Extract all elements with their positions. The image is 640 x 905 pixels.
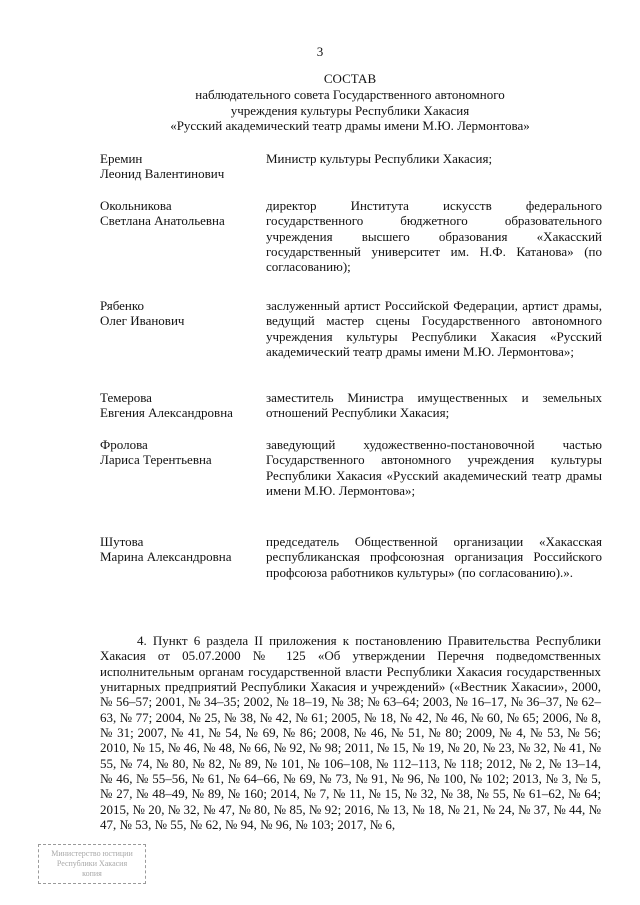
member-given-names: Лариса Терентьевна bbox=[100, 452, 212, 468]
member-given-names: Евгения Александровна bbox=[100, 405, 233, 421]
member-role: председатель Общественной организации «Хакасская республиканская профсоюзная организация Российского профсоюза работников культуры» (по согласованию).». bbox=[266, 534, 602, 580]
member-given-names: Светлана Анатольевна bbox=[100, 213, 225, 229]
header-line-1: наблюдательного совета Государственного автономного bbox=[195, 86, 505, 102]
member-name bbox=[100, 390, 260, 421]
member-surname: Еремин bbox=[100, 151, 143, 166]
member-given-names: Олег Иванович bbox=[100, 313, 185, 329]
member-surname: Темерова bbox=[100, 390, 152, 405]
member-surname: Фролова bbox=[100, 437, 148, 452]
member-role: Министр культуры Республики Хакасия; bbox=[266, 151, 493, 166]
member-name bbox=[100, 534, 260, 565]
stamp-line-3: копия bbox=[82, 869, 102, 878]
member-name bbox=[100, 151, 260, 182]
member-name bbox=[100, 198, 260, 229]
paragraph-4: 4. Пункт 6 раздела II приложения к постановлению Правительства Республики Хакасия от 05.07.2000 № 125 «Об утверждении Перечня подведомственных исполнительным органам государственной власти Республики Хакасия государственных унитарных предприятий Республики Хакасия и учреждений» («Вестник Хакасии», 2000, № 56–57; 2001, № 34–35; 2002, № 18–19, № 38; № 63–64; 2003, № 16–17, № 36–37, № 62–63, № 77; 2004, № 25, № 38, № 42, № 61; 2005, № 18, № 42, № 46, № 60, № 65; 2006, № 8, № 31; 2007, № 41, № 54, № 69, № 86; 2008, № 46, № 51, № 80; 2009, № 4, № 53, № 56; 2010, № 15, № 46, № 48, № 66, № 92, № 98; 2011, № 15, № 19, № 20, № 23, № 32, № 41, № 55, № 74, № 80, № 82, № 89, № 101, № 106–108, № 112–113, № 118; 2012, № 2, № 13–14, № 46, № 55–56, № 61, № 64–66, № 69, № 73, № 91, № 96, № 100, № 102; 2013, № 3, № 5, № 27, № 48–49, № 89, № 160; 2014, № 7, № 11, № 15, № 32, № 38, № 55, № 61–62, № 64; 2015, № 20, № 32, № 47, № 80, № 85, № 92; 2016, № 13, № 18, № 21, № 24, № 37, № 44, № 47, № 53, № 55, № 62, № 94, № 96, № 103; 2017, № 6, bbox=[100, 633, 601, 833]
member-name bbox=[100, 437, 260, 468]
header-line-2: учреждения культуры Республики Хакасия bbox=[230, 102, 470, 118]
member-surname: Окольникова bbox=[100, 198, 172, 213]
member-given-names: Леонид Валентинович bbox=[100, 166, 225, 182]
member-role: заведующий художественно-постановочной частью Государственного автономного учреждения культуры Республики Хакасия «Русский академический театр драмы имени М.Ю. Лермонтова»; bbox=[266, 437, 602, 498]
page-number: 3 bbox=[316, 44, 324, 59]
member-role: директор Института искусств федерального государственного бюджетного образовательного учреждения высшего образования «Хакасский государственный университет им. Н.Ф. Катанова» (по согласованию); bbox=[266, 198, 602, 275]
registration-stamp bbox=[38, 844, 146, 884]
document-header bbox=[100, 71, 600, 134]
member-role: заслуженный артист Российской Федерации, артист драмы, ведущий мастер сцены Государственного автономного учреждения культуры Республики Хакасия «Русский академический театр драмы имени М.Ю. Лермонтова»; bbox=[266, 298, 602, 359]
stamp-line-1: Министерство юстиции bbox=[51, 849, 133, 858]
member-name bbox=[100, 298, 260, 329]
document-title: СОСТАВ bbox=[323, 71, 377, 86]
member-given-names: Марина Александровна bbox=[100, 549, 232, 565]
member-role: заместитель Министра имущественных и земельных отношений Республики Хакасия; bbox=[266, 390, 602, 421]
header-line-3: «Русский академический театр драмы имени М.Ю. Лермонтова» bbox=[170, 118, 530, 134]
stamp-line-2: Республики Хакасия bbox=[56, 859, 128, 868]
member-surname: Шутова bbox=[100, 534, 144, 549]
member-surname: Рябенко bbox=[100, 298, 145, 313]
